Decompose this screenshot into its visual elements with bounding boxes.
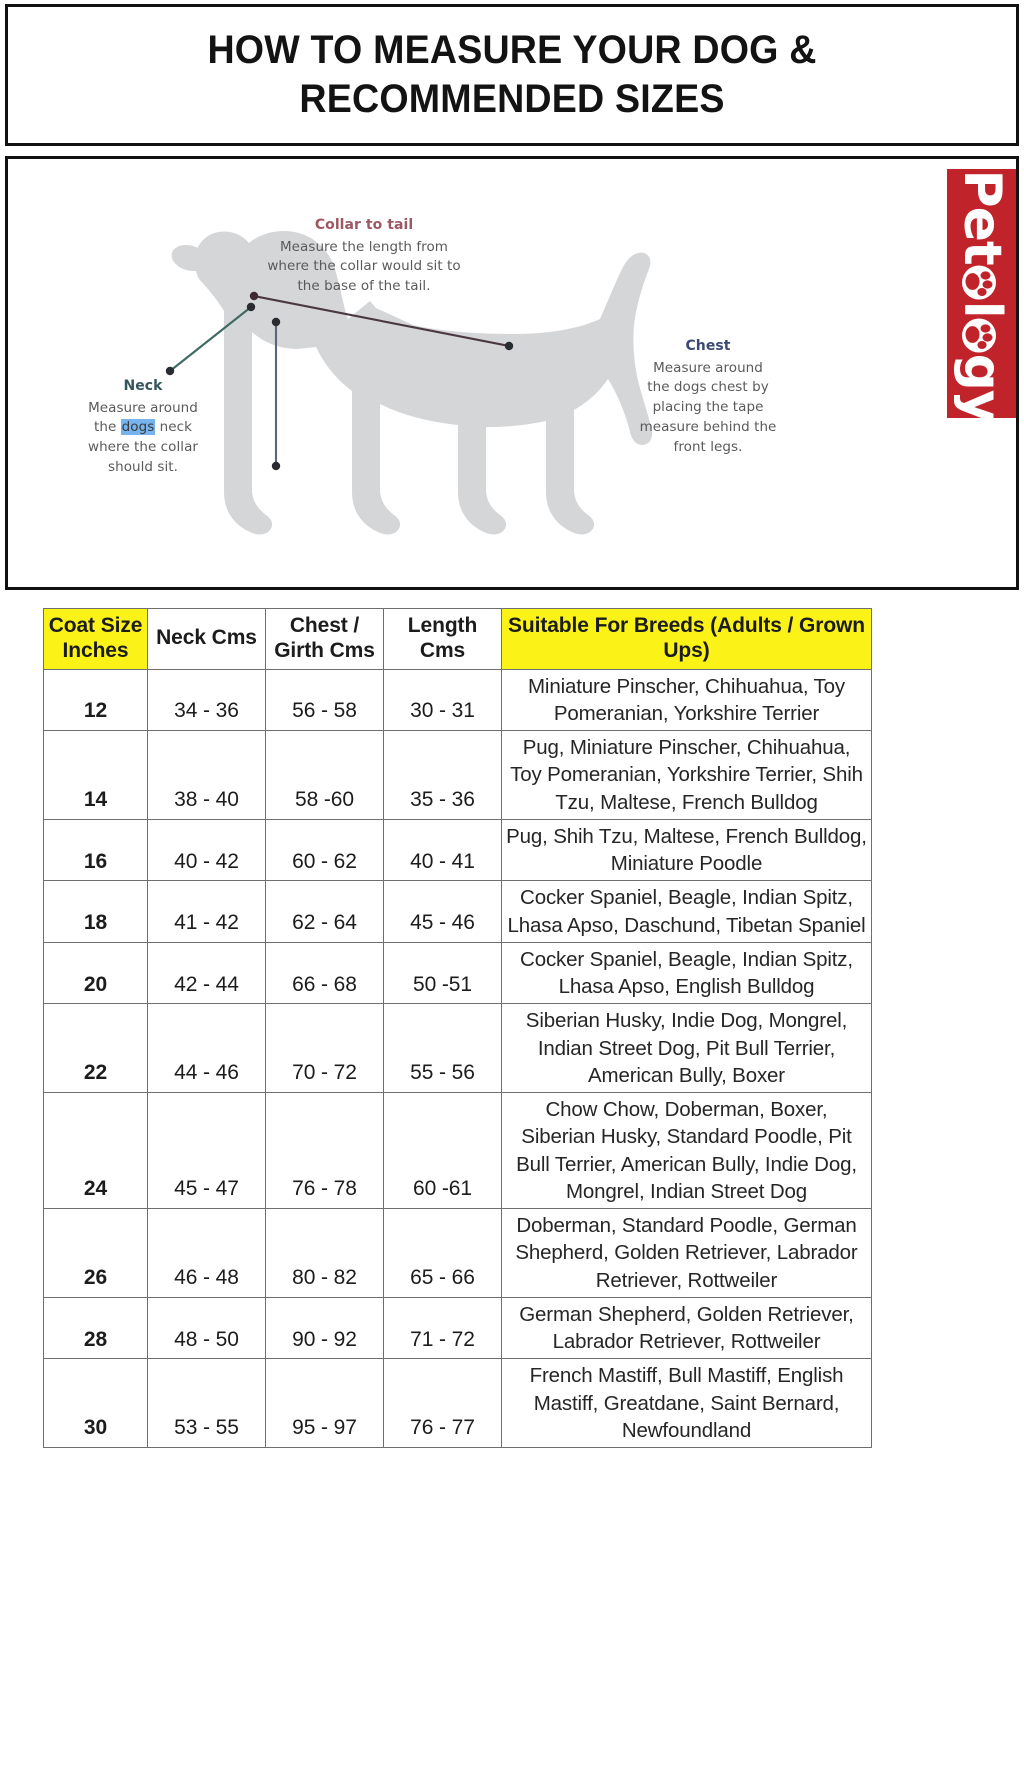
cell-breeds: Pug, Miniature Pinscher, Chihuahua, Toy Pomeranian, Yorkshire Terrier, Shih Tzu, Maltese, French Bulldog [502,731,872,820]
annotation-neck [28,376,258,478]
cell-coat-size: 24 [44,1093,148,1209]
cell-coat-size: 14 [44,731,148,820]
cell-length-cms: 50 -51 [384,942,502,1004]
column-header-chest-girth [266,609,384,670]
annotation-chest-line-1: Measure around [653,359,763,376]
petology-wordmark [951,169,1012,434]
column-header-chest-line-2: Girth Cms [274,638,375,662]
annotation-chest-line-3: placing the tape [652,399,764,416]
cell-coat-size: 12 [44,669,148,731]
cell-neck-cms: 38 - 40 [148,731,266,820]
cell-chest-cms: 80 - 82 [266,1209,384,1298]
cell-chest-cms: 66 - 68 [266,942,384,1004]
annotation-neck-line-1: Measure around [88,399,198,416]
cell-length-cms: 40 - 41 [384,819,502,881]
cell-length-cms: 76 - 77 [384,1359,502,1448]
annotation-collar-to-tail-line-3: the base of the tail. [297,278,431,295]
measurement-diagram-panel [5,156,1019,590]
table-row [44,669,872,731]
cell-length-cms: 65 - 66 [384,1209,502,1298]
cell-breeds: Pug, Shih Tzu, Maltese, French Bulldog, Miniature Poodle [502,819,872,881]
annotation-chest [588,336,828,458]
dog-measurement-illustration [8,159,1016,587]
cell-neck-cms: 44 - 46 [148,1004,266,1093]
cell-neck-cms: 40 - 42 [148,819,266,881]
cell-chest-cms: 56 - 58 [266,669,384,731]
cell-length-cms: 71 - 72 [384,1297,502,1359]
annotation-neck-line-2 [28,418,258,438]
cell-length-cms: 45 - 46 [384,881,502,943]
petology-wordmark-l: l [951,300,1012,318]
cell-chest-cms: 60 - 62 [266,819,384,881]
cell-chest-cms: 95 - 97 [266,1359,384,1448]
table-row [44,1359,872,1448]
cell-breeds: Doberman, Standard Poodle, German Shepherd, Golden Retriever, Labrador Retriever, Rottweiler [502,1209,872,1298]
cell-neck-cms: 45 - 47 [148,1093,266,1209]
size-chart-table [43,608,872,1448]
annotation-chest-line-5: front legs. [673,438,743,455]
cell-neck-cms: 48 - 50 [148,1297,266,1359]
cell-breeds: Miniature Pinscher, Chihuahua, Toy Pomeranian, Yorkshire Terrier [502,669,872,731]
annotation-neck-heading: Neck [123,378,163,394]
cell-coat-size: 22 [44,1004,148,1093]
annotation-collar-to-tail [230,215,498,297]
column-header-neck [148,609,266,670]
cell-neck-cms: 53 - 55 [148,1359,266,1448]
annotation-neck-line-2-post: neck [155,419,192,436]
cell-breeds: Chow Chow, Doberman, Boxer, Siberian Husky, Standard Poodle, Pit Bull Terrier, American Bully, Indie Dog, Mongrel, Indian Street Dog [502,1093,872,1209]
column-header-coat-size-line-2: Inches [62,638,129,662]
cell-coat-size: 16 [44,819,148,881]
table-row [44,942,872,1004]
column-header-breeds-line-2: Ups) [663,638,710,662]
cell-chest-cms: 70 - 72 [266,1004,384,1093]
column-header-breeds-line-1: Suitable For Breeds (Adults / Grown [507,614,866,637]
cell-neck-cms: 41 - 42 [148,881,266,943]
paw-print-svg-1 [961,264,997,300]
size-chart-table-body [44,669,872,1448]
cell-coat-size: 28 [44,1297,148,1359]
registered-trademark-symbol: ® [979,422,994,434]
annotation-chest-line-4: measure behind the [639,419,777,436]
cell-breeds: Cocker Spaniel, Beagle, Indian Spitz, Lhasa Apso, Daschund, Tibetan Spaniel [502,881,872,943]
page-title [207,26,816,124]
table-row [44,1209,872,1298]
cell-length-cms: 55 - 56 [384,1004,502,1093]
cell-breeds: German Shepherd, Golden Retriever, Labrador Retriever, Rottweiler [502,1297,872,1359]
petology-wordmark-p: Pet [951,169,1012,265]
cell-neck-cms: 46 - 48 [148,1209,266,1298]
title-banner [5,4,1019,146]
column-header-length-label: Length Cms [407,614,478,662]
annotation-neck-line-2-pre: the [94,419,121,436]
table-row [44,1093,872,1209]
table-header-row [44,609,872,670]
column-header-coat-size-line-1: Coat Size [48,614,143,637]
annotation-neck-line-3: where the collar [87,439,198,456]
table-row [44,881,872,943]
petology-logo-banner [947,169,1016,434]
cell-neck-cms: 42 - 44 [148,942,266,1004]
annotation-chest-heading: Chest [685,338,731,354]
table-row [44,731,872,820]
cell-chest-cms: 62 - 64 [266,881,384,943]
paw-print-icon-2 [968,317,1004,353]
annotation-neck-line-4: should sit. [108,459,178,476]
cell-breeds: Cocker Spaniel, Beagle, Indian Spitz, Lhasa Apso, English Bulldog [502,942,872,1004]
cell-coat-size: 26 [44,1209,148,1298]
size-chart-table-head [44,609,872,670]
cell-chest-cms: 58 -60 [266,731,384,820]
cell-length-cms: 35 - 36 [384,731,502,820]
cell-breeds: French Mastiff, Bull Mastiff, English Mastiff, Greatdane, Saint Bernard, Newfoundland [502,1359,872,1448]
cell-chest-cms: 76 - 78 [266,1093,384,1209]
cell-length-cms: 60 -61 [384,1093,502,1209]
cell-length-cms: 30 - 31 [384,669,502,731]
column-header-chest-line-1: Chest / [289,614,360,637]
column-header-length [384,609,502,670]
annotation-collar-to-tail-line-2: where the collar would sit to [267,258,461,275]
cell-coat-size: 18 [44,881,148,943]
paw-print-icon-1 [968,264,1004,300]
petology-wordmark-gy: gy [951,353,1012,423]
cell-coat-size: 20 [44,942,148,1004]
annotation-collar-to-tail-heading: Collar to tail [314,217,414,233]
page-title-line-1: HOW TO MEASURE YOUR DOG & [207,28,817,73]
annotation-chest-line-2: the dogs chest by [647,379,769,396]
column-header-neck-label: Neck Cms [156,626,257,650]
cell-breeds: Siberian Husky, Indie Dog, Mongrel, Indian Street Dog, Pit Bull Terrier, American Bully, Boxer [502,1004,872,1093]
cell-chest-cms: 90 - 92 [266,1297,384,1359]
cell-coat-size: 30 [44,1359,148,1448]
paw-print-svg-2 [961,317,997,353]
size-chart-table-wrapper [43,608,871,1448]
column-header-suitable-breeds [502,609,872,670]
cell-neck-cms: 34 - 36 [148,669,266,731]
table-row [44,1297,872,1359]
petology-logo-rotated-text [951,169,1012,434]
table-row [44,1004,872,1093]
page-title-line-2: RECOMMENDED SIZES [299,77,725,121]
column-header-coat-size [44,609,148,670]
annotation-collar-to-tail-line-1: Measure the length from [279,238,448,255]
annotation-neck-highlighted-word: dogs [121,419,155,436]
table-row [44,819,872,881]
